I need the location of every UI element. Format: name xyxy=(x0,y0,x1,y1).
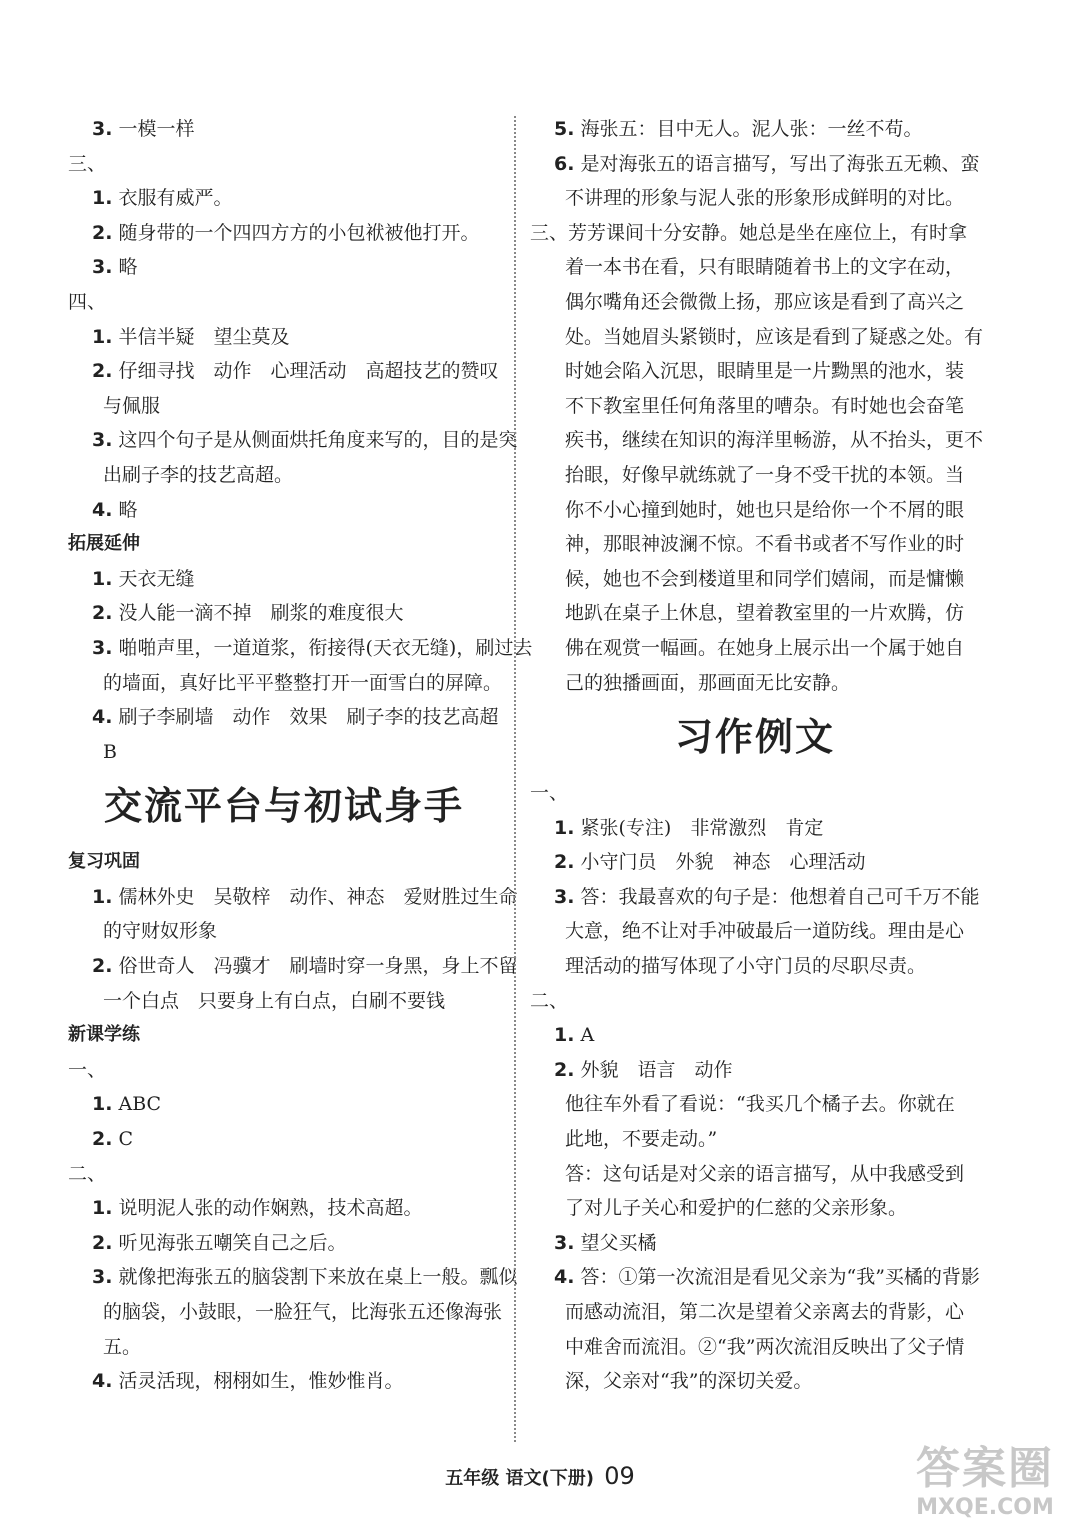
continuation-line: 了对儿子关心和爱护的仁慈的父亲形象。 xyxy=(565,1197,908,1220)
answer-item xyxy=(68,493,500,528)
continuation-line: 理活动的描写体现了小守门员的尽职尽责。 xyxy=(565,955,927,978)
item-number: 4. xyxy=(554,1266,575,1289)
item-number: 4. xyxy=(92,1370,113,1393)
answer-item xyxy=(530,1226,980,1261)
item-number: 5. xyxy=(554,118,575,140)
answer-item xyxy=(530,1018,980,1053)
answer-item xyxy=(68,216,500,251)
item-number: 1. xyxy=(92,187,113,210)
subsection-heading: 复习巩固 xyxy=(68,851,140,873)
item-text: 外貌 语言 动作 xyxy=(574,1058,733,1081)
continuation-line: 答：这句话是对父亲的语言描写，从中我感受到 xyxy=(565,1162,965,1185)
continuation-line: 的守财奴形象 xyxy=(103,920,218,943)
column-divider xyxy=(514,116,516,1442)
item-text: 紧张(专注) 非常激烈 肯定 xyxy=(574,816,824,839)
answer-item xyxy=(68,1260,518,1295)
section-marker-line: 一、 xyxy=(68,1058,107,1081)
continuation-line: 着一本书在看，只有眼睛随着书上的文字在动， xyxy=(565,256,965,279)
item-number: 1. xyxy=(92,325,113,348)
item-number: 2. xyxy=(92,1128,113,1151)
item-number: 3. xyxy=(92,429,113,452)
answer-item xyxy=(68,320,500,355)
item-number: 4. xyxy=(92,706,113,729)
item-text: 这四个句子是从侧面烘托角度来写的，目的是突 xyxy=(112,429,518,452)
item-number: 2. xyxy=(92,955,113,978)
item-text: 刷子李刷墙 动作 效果 刷子李的技艺高超 xyxy=(112,706,499,729)
continuation-line: 一个白点 只要身上有白点，白刷不要钱 xyxy=(103,989,446,1012)
answer-item xyxy=(68,1122,500,1157)
answer-item xyxy=(68,181,500,216)
item-text: 啪啪声里，一道道浆，衔接得(天衣无缝)，刷过去 xyxy=(112,636,533,659)
item-text: ABC xyxy=(112,1093,162,1116)
footer-subject: 语文(下册) xyxy=(505,1468,594,1489)
answer-item xyxy=(530,1260,980,1295)
item-text: 天衣无缝 xyxy=(112,567,195,590)
item-number: 2. xyxy=(92,221,113,244)
continuation-line: 大意，绝不让对手冲破最后一道防线。理由是心 xyxy=(565,920,965,943)
continuation-line: 佛在观赏一幅画。在她身上展示出一个属于她自 xyxy=(565,636,965,659)
item-number: 3. xyxy=(92,118,113,140)
item-number: 1. xyxy=(92,1093,113,1116)
item-number: 6. xyxy=(554,152,575,175)
item-text: 仔细寻找 动作 心理活动 高超技艺的赞叹 xyxy=(112,360,499,383)
answer-item xyxy=(68,596,500,631)
item-text: 望父买橘 xyxy=(574,1231,657,1254)
footer-grade: 五年级 xyxy=(445,1468,500,1489)
continuation-line: 地趴在桌子上休息，望着教室里的一片欢腾，仿 xyxy=(565,602,965,625)
answer-item xyxy=(68,1226,500,1261)
section-marker-line: 二、 xyxy=(530,989,569,1012)
section-marker-line: 三、芳芳课间十分安静。她总是坐在座位上，有时拿 xyxy=(530,221,968,244)
item-text: 听见海张五嘲笑自己之后。 xyxy=(112,1231,347,1254)
item-number: 3. xyxy=(92,1266,113,1289)
item-text: 就像把海张五的脑袋割下来放在桌上一般。瓢似 xyxy=(112,1266,518,1289)
item-text: 海张五：目中无人。泥人张：一丝不苟。 xyxy=(574,118,923,140)
item-text: A xyxy=(574,1024,595,1047)
item-number: 1. xyxy=(92,1197,113,1220)
right-column xyxy=(530,112,984,1399)
answer-item xyxy=(530,845,980,880)
subsection-heading: 新课学练 xyxy=(68,1024,140,1046)
left-column xyxy=(68,112,533,1399)
item-number: 2. xyxy=(554,1058,575,1081)
answer-item xyxy=(530,811,980,846)
item-text: 说明泥人张的动作娴熟，技术高超。 xyxy=(112,1197,423,1220)
item-text: 随身带的一个四四方方的小包袱被他打开。 xyxy=(112,221,480,244)
item-text: 一模一样 xyxy=(112,118,195,140)
continuation-line: 候，她也不会到楼道里和同学们嬉闹，而是慵懒 xyxy=(565,567,965,590)
section-marker-line: 二、 xyxy=(68,1162,107,1185)
continuation-line: 与佩服 xyxy=(103,394,161,417)
item-text: 半信半疑 望尘莫及 xyxy=(112,325,290,348)
continuation-line: 不讲理的形象与泥人张的形象形成鲜明的对比。 xyxy=(565,187,965,210)
answer-item xyxy=(68,1364,500,1399)
answers-block xyxy=(68,112,533,769)
section-title: 习作例文 xyxy=(674,714,835,760)
answer-item xyxy=(68,880,518,915)
item-number: 2. xyxy=(92,602,113,625)
item-text: 小守门员 外貌 神态 心理活动 xyxy=(574,851,866,874)
item-number: 4. xyxy=(92,498,113,521)
item-number: 1. xyxy=(554,816,575,839)
continuation-line: 而感动流泪，第二次是望着父亲离去的背影，心 xyxy=(565,1301,965,1323)
item-text: 俗世奇人 冯骥才 刷墙时穿一身黑，身上不留 xyxy=(112,955,518,978)
answer-item xyxy=(68,423,518,458)
answer-item xyxy=(530,880,980,915)
continuation-line: 疾书，继续在知识的海洋里畅游，从不抬头，更不 xyxy=(565,429,984,452)
answer-item xyxy=(530,112,980,147)
item-number: 3. xyxy=(92,636,113,659)
watermark-logo xyxy=(900,1444,1070,1530)
continuation-line: 神，那眼神波澜不惊。不看书或者不写作业的时 xyxy=(565,533,965,556)
answers-block xyxy=(530,112,984,700)
item-number: 2. xyxy=(92,360,113,383)
subsection-heading: 拓展延伸 xyxy=(68,533,140,555)
answer-item xyxy=(68,354,500,389)
continuation-line: 他往车外看了看说：“我买几个橘子去。你就在 xyxy=(565,1093,955,1116)
item-text: 活灵活现，栩栩如生，惟妙惟肖。 xyxy=(112,1370,404,1393)
answers-block xyxy=(530,776,980,1399)
answer-item xyxy=(68,112,500,147)
item-text: 没人能一滴不掉 刷浆的难度很大 xyxy=(112,602,404,625)
answer-item xyxy=(530,1053,980,1088)
answer-item xyxy=(68,631,533,666)
continuation-line: 己的独播画面，那画面无比安静。 xyxy=(565,671,851,694)
item-text: 衣服有威严。 xyxy=(112,187,233,210)
item-number: 3. xyxy=(554,1231,575,1254)
answer-item xyxy=(530,147,980,182)
continuation-line: 的脑袋，小鼓眼，一脸狂气，比海张五还像海张 xyxy=(103,1301,503,1323)
continuation-line: 偶尔嘴角还会微微上扬，那应该是看到了高兴之 xyxy=(565,290,965,313)
answer-item xyxy=(68,949,518,984)
item-number: 3. xyxy=(92,256,113,279)
item-number: 2. xyxy=(92,1231,113,1254)
continuation-line: 此地，不要走动。” xyxy=(565,1128,718,1151)
answer-item xyxy=(68,700,500,735)
answers-block xyxy=(68,845,518,1399)
item-number: 1. xyxy=(92,567,113,590)
section-marker-line: 一、 xyxy=(530,782,569,805)
item-text: 略 xyxy=(112,498,138,521)
section-marker-line: 四、 xyxy=(68,290,107,313)
answer-item xyxy=(68,562,500,597)
continuation-line: 的墙面，真好比平平整整打开一面雪白的屏障。 xyxy=(103,671,503,694)
continuation-line: 你不小心撞到她时，她也只是给你一个不屑的眼 xyxy=(565,498,965,521)
continuation-line: 五。 xyxy=(103,1335,142,1358)
item-text: C xyxy=(112,1128,134,1151)
continuation-line: 深，父亲对“我”的深切关爱。 xyxy=(565,1370,813,1393)
section-marker-line: 三、 xyxy=(68,152,107,175)
item-number: 3. xyxy=(554,885,575,908)
answer-item xyxy=(68,250,500,285)
continuation-line: 中难舍而流泪。②“我”两次流泪反映出了父子情 xyxy=(565,1335,965,1358)
item-number: 1. xyxy=(92,885,113,908)
continuation-line: 时她会陷入沉思，眼睛里是一片黝黑的池水，装 xyxy=(565,360,965,383)
item-text: 答：我最喜欢的句子是：他想着自己可千万不能 xyxy=(574,885,980,908)
section-title: 交流平台与初试身手 xyxy=(103,783,464,829)
watermark-url: MXQE.COM xyxy=(916,1495,1054,1520)
item-text: 答：①第一次流泪是看见父亲为“我”买橘的背影 xyxy=(574,1266,980,1289)
item-text: 儒林外史 吴敬梓 动作、神态 爱财胜过生命 xyxy=(112,885,518,908)
continuation-line: B xyxy=(103,740,117,763)
item-text: 是对海张五的语言描写，写出了海张五无赖、蛮 xyxy=(574,152,980,175)
answer-item xyxy=(68,1087,500,1122)
continuation-line: 处。当她眉头紧锁时，应该是看到了疑惑之处。有 xyxy=(565,325,984,348)
page-number: 09 xyxy=(604,1462,635,1490)
continuation-line: 出刷子李的技艺高超。 xyxy=(103,463,294,486)
item-text: 略 xyxy=(112,256,138,279)
continuation-line: 抬眼，好像早就练就了一身不受干扰的本领。当 xyxy=(565,463,965,486)
item-number: 1. xyxy=(554,1024,575,1047)
continuation-line: 不下教室里任何角落里的嘈杂。有时她也会奋笔 xyxy=(565,394,965,417)
answer-item xyxy=(68,1191,500,1226)
watermark-text: 答案圈 xyxy=(916,1443,1054,1494)
item-number: 2. xyxy=(554,851,575,874)
